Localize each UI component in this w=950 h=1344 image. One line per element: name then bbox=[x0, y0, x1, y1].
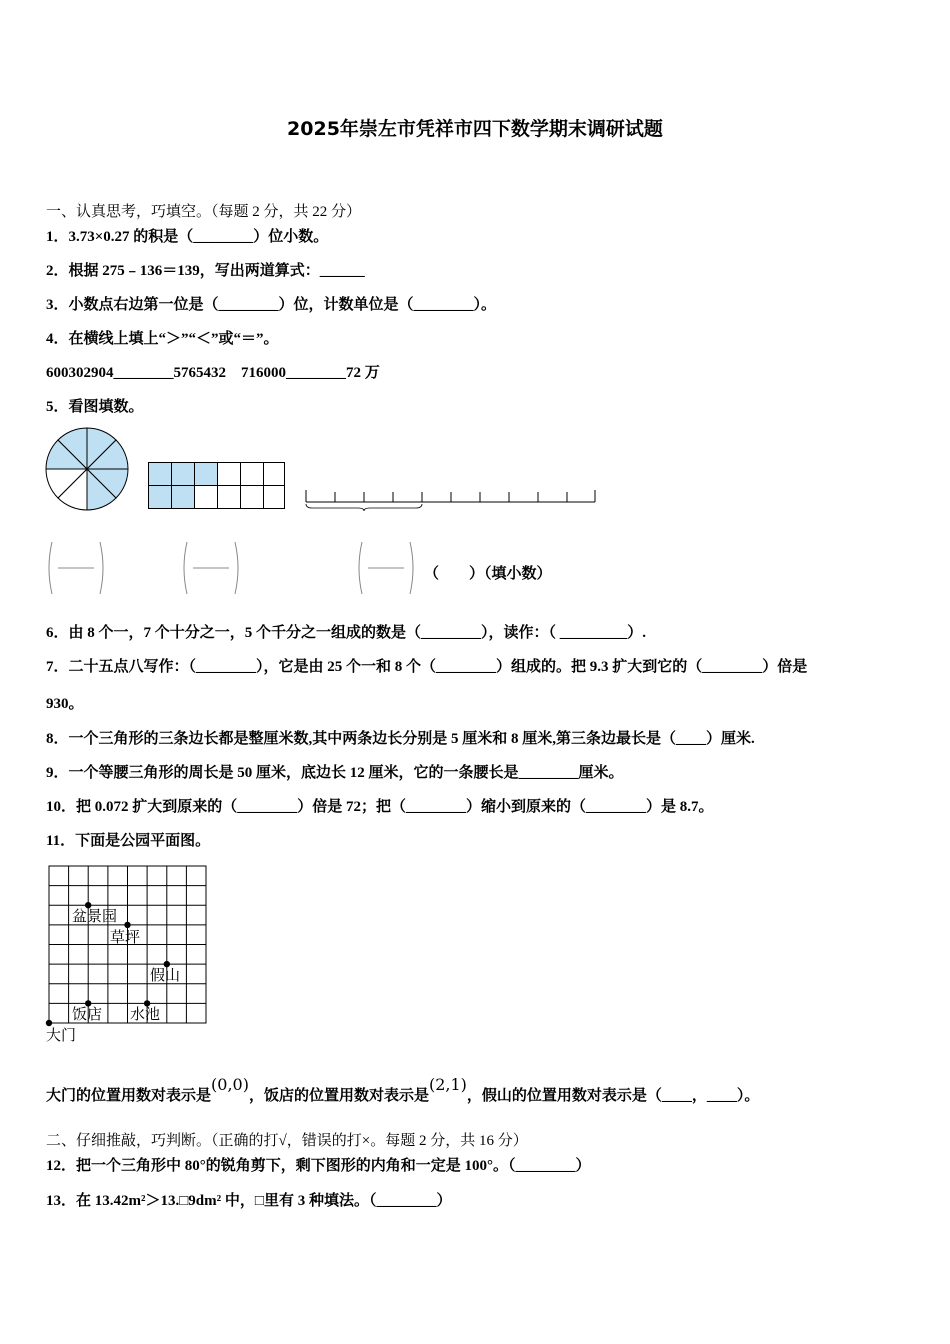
penjing-label: 盆景园 bbox=[72, 907, 118, 925]
question-11-text bbox=[46, 1075, 760, 1106]
fraction-blank-2 bbox=[181, 540, 241, 596]
fraction-blank-3 bbox=[356, 540, 416, 596]
fandian-label: 饭店 bbox=[72, 1005, 103, 1023]
damen-label: 大门 bbox=[46, 1026, 77, 1044]
fraction-blank-1 bbox=[46, 540, 106, 596]
question-12: 12．把一个三角形中 80°的锐角剪下，剩下图形的内角和一定是 100°。（________） bbox=[46, 1158, 591, 1174]
question-9: 9．一个等腰三角形的周长是 50 厘米，底边长 12 厘米，它的一条腰长是________厘米。 bbox=[46, 765, 624, 781]
number-line-figure bbox=[304, 488, 604, 518]
question-4-items: 600302904________5765432 716000________72 万 bbox=[46, 365, 380, 381]
page-title: 2025年崇左市凭祥市四下数学期末调研试题 bbox=[287, 118, 663, 140]
q11-part1: 大门的位置用数对表示是 bbox=[46, 1088, 212, 1104]
q11-part2: ，饭店的位置用数对表示是 bbox=[248, 1088, 429, 1104]
question-7-cont: 930。 bbox=[46, 696, 84, 712]
section-2-heading: 二、仔细推敲，巧判断。（正确的打√，错误的打×。每题 2 分，共 16 分） bbox=[46, 1133, 528, 1149]
question-13: 13．在 13.42m²＞13.□9dm² 中，□里有 3 种填法。（________） bbox=[46, 1193, 452, 1209]
question-7: 7．二十五点八写作：（________），它是由 25 个一和 8 个（________）组成的。把 9.3 扩大到它的（________）倍是 bbox=[46, 659, 808, 675]
question-5: 5．看图填数。 bbox=[46, 399, 144, 415]
section-1-heading: 一、认真思考，巧填空。（每题 2 分，共 22 分） bbox=[46, 204, 362, 220]
question-3: 3．小数点右边第一位是（________）位，计数单位是（________）。 bbox=[46, 297, 497, 313]
caoping-label: 草坪 bbox=[110, 928, 141, 946]
fraction-grid-figure bbox=[148, 462, 288, 512]
question-2: 2．根据 275﹣136＝139，写出两道算式：______ bbox=[46, 263, 365, 279]
question-1: 1．3.73×0.27 的积是（________）位小数。 bbox=[46, 229, 329, 245]
q11-part3: ，假山的位置用数对表示是（____，____）。 bbox=[466, 1088, 760, 1104]
jiashan-label: 假山 bbox=[150, 966, 181, 984]
question-5-decimal-blank: （ ）（填小数） bbox=[424, 566, 552, 582]
park-map-figure bbox=[46, 862, 246, 1052]
question-6: 6．由 8 个一，7 个十分之一，5 个千分之一组成的数是（________），读作：（ _________）. bbox=[46, 625, 647, 641]
q11-coord-gate: (0,0) bbox=[211, 1075, 249, 1094]
shuichi-label: 水池 bbox=[130, 1005, 161, 1023]
q11-coord-restaurant: (2,1) bbox=[428, 1075, 467, 1094]
question-8: 8．一个三角形的三条边长都是整厘米数,其中两条边长分别是 5 厘米和 8 厘米,第三条边最长是（____）厘米. bbox=[46, 731, 755, 747]
question-10: 10．把 0.072 扩大到原来的（________）倍是 72；把（________）缩小到原来的（________）是 8.7。 bbox=[46, 799, 714, 815]
fraction-circle-figure bbox=[45, 427, 129, 511]
question-11: 11．下面是公园平面图。 bbox=[46, 833, 211, 849]
question-4: 4．在横线上填上“＞”“＜”或“＝”。 bbox=[46, 331, 279, 347]
